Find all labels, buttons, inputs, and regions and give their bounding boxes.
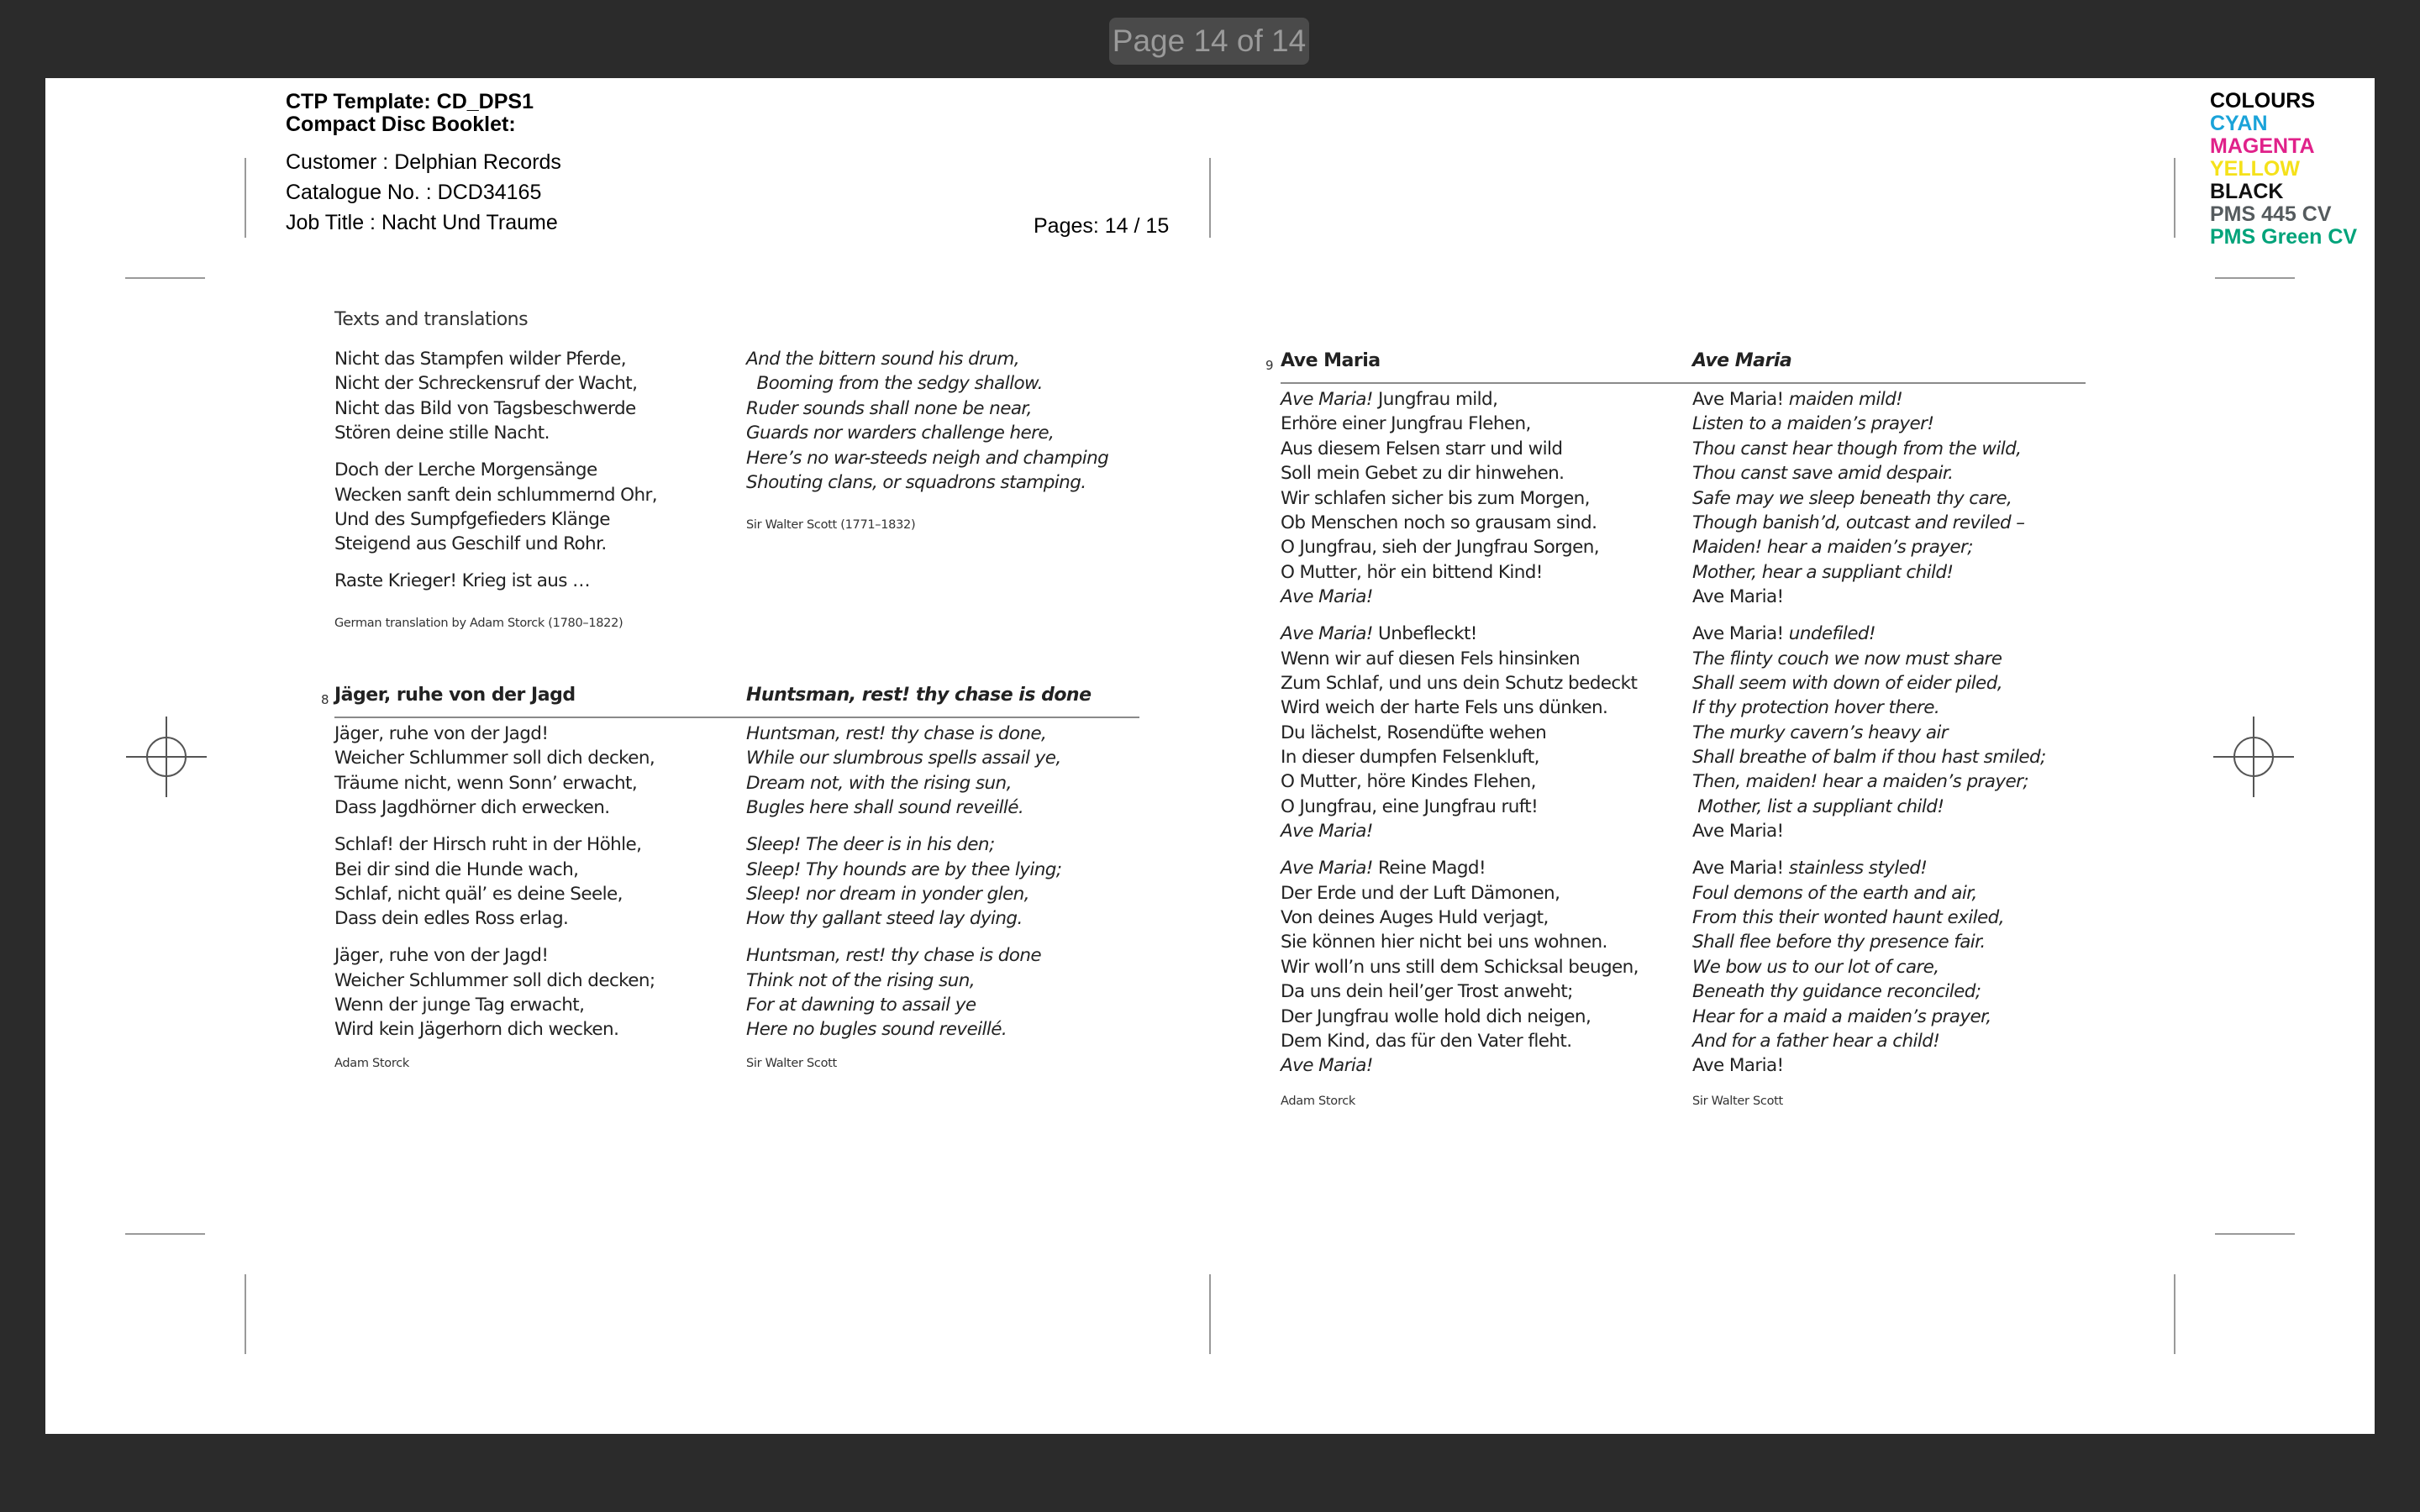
title-rule xyxy=(1281,382,2086,384)
colour-item: BLACK xyxy=(2210,180,2284,203)
colour-item: MAGENTA xyxy=(2210,134,2315,158)
colour-item: PMS Green CV xyxy=(2210,225,2358,249)
crop-mark xyxy=(1209,1274,1211,1354)
intro-german-text: Nicht das Stampfen wilder Pferde, Nicht der Schreckensruf der Wacht, Nicht das Bild von Tagsbeschwerde Stören deine stille Nacht. Doch der Lerche Morgensänge Wecken sanft dein schlummernd Ohr, Und des Sumpfgefieders Klänge Steigend aus Geschilf und Rohr. Raste Krieger! Krieg ist aus … xyxy=(334,349,657,592)
track-number: 9 xyxy=(1265,358,1274,373)
crop-mark xyxy=(2215,277,2295,279)
colour-item: YELLOW xyxy=(2210,157,2300,181)
song-title-english: Huntsman, rest! thy chase is done xyxy=(746,685,1092,706)
crop-mark xyxy=(125,1233,205,1235)
job-title-line: Job Title : Nacht Und Traume xyxy=(286,211,558,234)
booklet-label: Compact Disc Booklet: xyxy=(286,113,516,136)
registration-mark-icon xyxy=(126,717,207,797)
ave-maria-german-text: Ave Maria! Jungfrau mild, Erhöre einer Jungfrau Flehen, Aus diesem Felsen starr und wild Soll mein Gebet zu dir hinwehen. Wir schlafen sicher bis zum Morgen, Ob Menschen noch so grausam sind. O Jungfrau, sieh der Jungfrau Sorgen, O Mutter, hör ein bittend Kind! Ave Maria! Ave Maria! Unbefleckt! Wenn wir auf diesen Fels hinsinken Zum Schlaf, und uns dein Schutz bedeckt Wird weich der harte Fels uns dünken. Du lächelst, Rosendüfte wehen In dieser dumpfen Felsenkluft, O Mutter, höre Kindes Flehen, O Jungfrau, eine Jungfrau ruft! Ave Maria! Ave Maria! Reine Magd! Der Erde und der Luft Dämonen, Von deines Auges Huld verjagt, Sie können hier nicht bei uns wohnen. Wir woll’n uns still dem Schicksal beugen, Da uns dein heil’ger Trost anweht; Der Jungfrau wolle hold dich neigen, Dem Kind, das für den Vater fleht. Ave Maria! xyxy=(1281,389,1639,1077)
translation-credit: German translation by Adam Storck (1780–1822) xyxy=(334,617,623,630)
ave-maria-english-text: Ave Maria! maiden mild! Listen to a maiden’s prayer! Thou canst hear though from the wild, Thou canst save amid despair. Safe may we sleep beneath thy care, Though banish’d, outcast and reviled – Maiden! hear a maiden’s prayer; Mother, hear a suppliant child! Ave Maria! Ave Maria! undefiled! The flinty couch we now must share Shall seem with down of eider piled, If thy protection hover there. The murky cavern’s heavy air Shall breathe of balm if thou hast smiled; Then, maiden! hear a maiden’s prayer; Mother, list a suppliant child! Ave Maria! Ave Maria! stainless styled! Foul demons of the earth and air, From this their wonted haunt exiled, Shall flee before thy presence fair. We bow us to our lot of care, Beneath thy guidance reconciled; Hear for a maid a maiden’s prayer, And for a father hear a child! Ave Maria! xyxy=(1692,389,2046,1077)
track-number: 8 xyxy=(321,692,329,707)
colours-title: COLOURS xyxy=(2210,89,2315,113)
crop-mark xyxy=(2215,1233,2295,1235)
song-german-text: Jäger, ruhe von der Jagd! Weicher Schlummer soll dich decken, Träume nicht, wenn Sonn’ erwacht, Dass Jagdhörner dich erwecken. Schlaf! der Hirsch ruht in der Höhle, Bei dir sind die Hunde wach, Schlaf, nicht quäl’ es deine Seele, Dass dein edles Ross erlag. Jäger, ruhe von der Jagd! Weicher Schlummer soll dich decken; Wenn der junge Tag erwacht, Wird kein Jägerhorn dich wecken. xyxy=(334,723,655,1041)
poet-credit: Sir Walter Scott xyxy=(746,1057,837,1070)
customer-line: Customer : Delphian Records xyxy=(286,150,561,174)
crop-mark xyxy=(245,158,246,238)
composer-credit: Adam Storck xyxy=(334,1057,409,1070)
registration-mark-icon xyxy=(2213,717,2294,797)
colour-list xyxy=(2210,90,2357,249)
document-page xyxy=(45,78,2375,1434)
song-title-german: Ave Maria xyxy=(1281,350,1381,371)
crop-mark xyxy=(2174,158,2175,238)
crop-mark xyxy=(125,277,205,279)
colour-item: CYAN xyxy=(2210,112,2268,135)
song-english-text: Huntsman, rest! thy chase is done, While our slumbrous spells assail ye, Dream not, with the rising sun, Bugles here shall sound reveillé. Sleep! The deer is in his den; Sleep! Thy hounds are by thee lying; Sleep! nor dream in yonder glen, How thy gallant steed lay dying. Huntsman, rest! thy chase is done Think not of the rising sun, For at dawning to assail ye Here no bugles sound reveillé. xyxy=(746,723,1062,1041)
composer-credit: Adam Storck xyxy=(1281,1095,1355,1108)
section-title: Texts and translations xyxy=(334,309,529,330)
template-name: CTP Template: CD_DPS1 xyxy=(286,90,534,113)
crop-mark xyxy=(245,1274,246,1354)
song-title-english: Ave Maria xyxy=(1692,350,1792,371)
intro-english-text: And the bittern sound his drum, Booming from the sedgy shallow. Ruder sounds shall none be near, Guards nor warders challenge here, Here’s no war-steeds neigh and champing Shouting clans, or squadrons stamping. xyxy=(746,349,1109,493)
colour-item: PMS 445 CV xyxy=(2210,202,2332,226)
page-indicator: Page 14 of 14 xyxy=(1109,18,1309,65)
crop-mark xyxy=(2174,1274,2175,1354)
crop-mark xyxy=(1209,158,1211,238)
title-rule xyxy=(334,717,1139,718)
catalogue-line: Catalogue No. : DCD34165 xyxy=(286,181,542,204)
song-title-german: Jäger, ruhe von der Jagd xyxy=(334,685,576,706)
poet-credit: Sir Walter Scott xyxy=(1692,1095,1783,1108)
pages-count: Pages: 14 / 15 xyxy=(1034,214,1170,238)
poet-credit: Sir Walter Scott (1771–1832) xyxy=(746,518,916,532)
